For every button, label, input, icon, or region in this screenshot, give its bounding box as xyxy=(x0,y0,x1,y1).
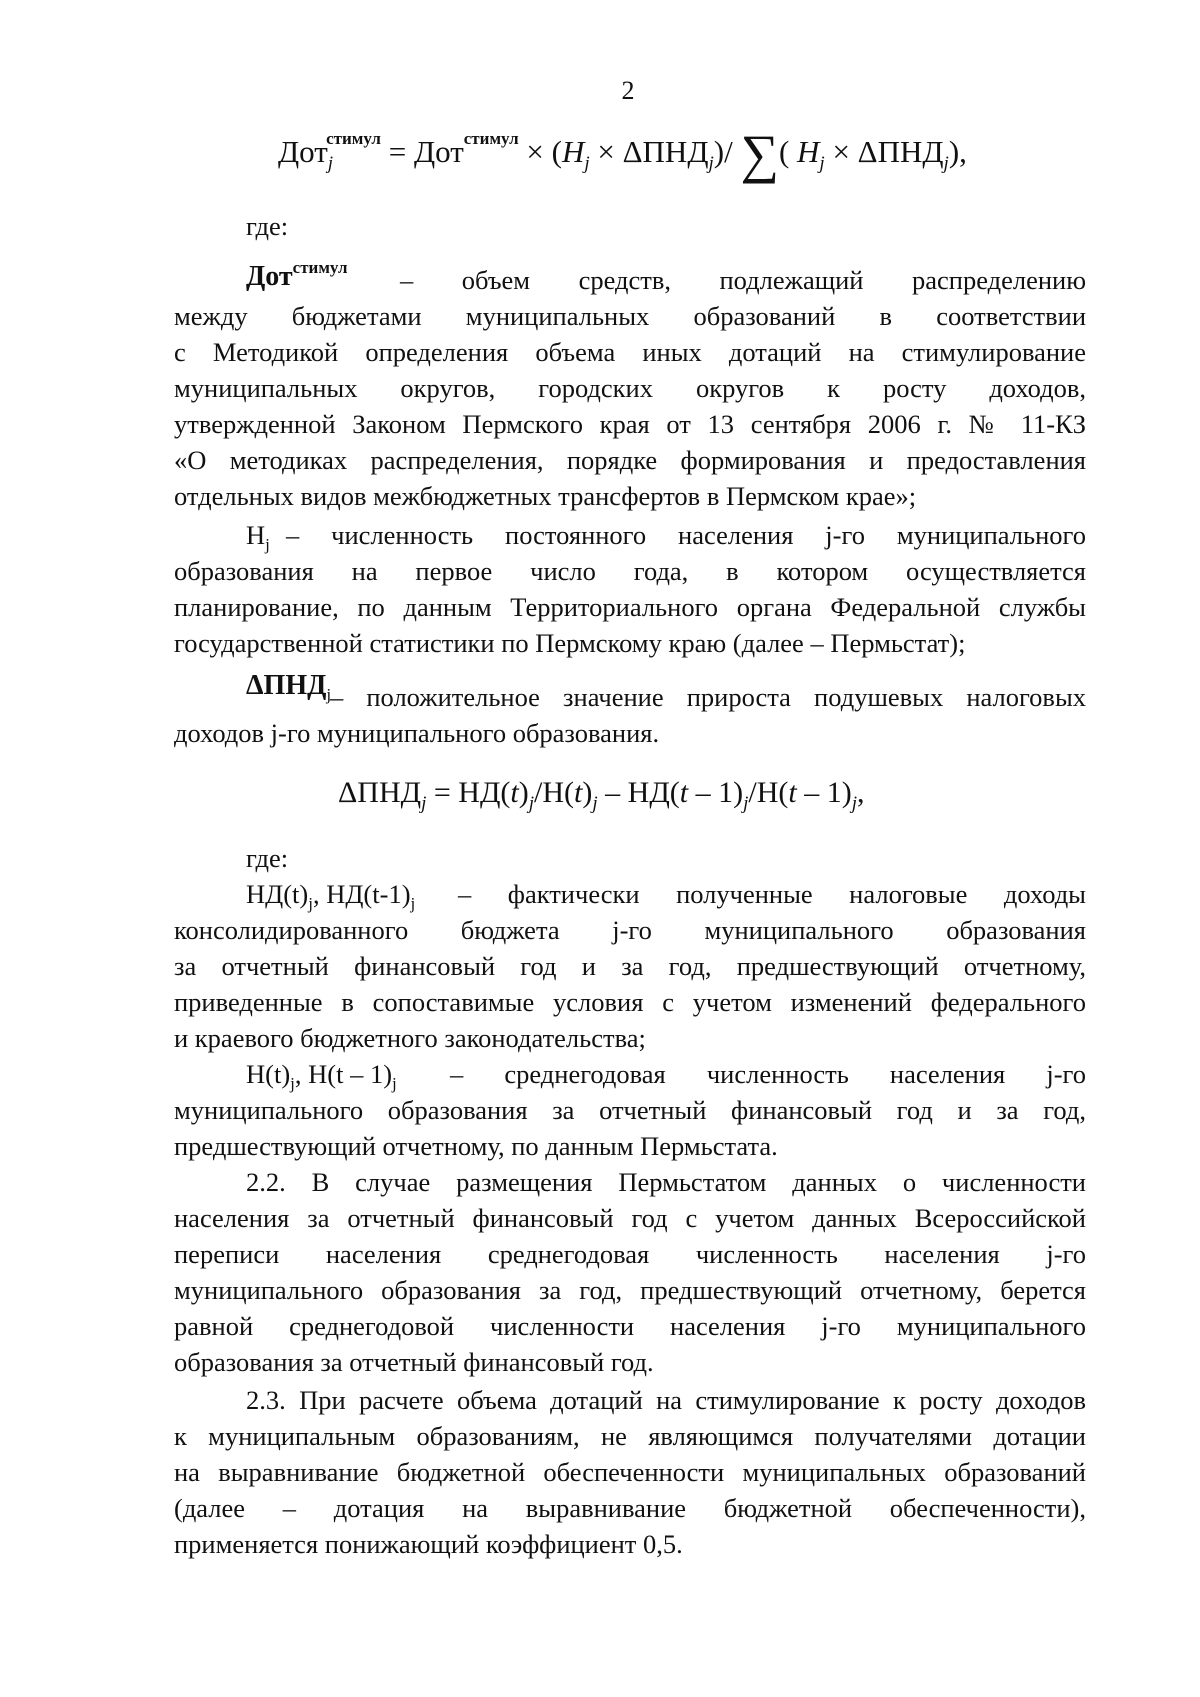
formula-term: = Дот xyxy=(380,134,464,169)
formula-term: – НД( xyxy=(597,776,680,809)
symbol-superscript: стимул xyxy=(292,258,348,277)
formula-subscript: j xyxy=(584,153,590,174)
text-line: к муниципальным образованиям, не являющимся получателями дотации xyxy=(174,1421,1086,1451)
symbol-subscript: j xyxy=(392,1074,397,1093)
formula-term: t xyxy=(510,776,519,809)
formula-term: Дот xyxy=(278,134,328,169)
formula-term: ) xyxy=(582,776,593,809)
formula-superscript: стимул xyxy=(463,129,519,148)
formula-term: – 1) xyxy=(688,776,744,809)
text-line: муниципального образования за год, предшествующий отчетному, берется xyxy=(174,1275,1086,1305)
formula-subscript: j xyxy=(819,153,825,174)
symbol-dpnd: ΔПНД xyxy=(246,670,327,701)
sum-symbol: ∑ xyxy=(740,124,779,184)
formula-term: H xyxy=(561,134,585,169)
formula-subscript: j xyxy=(592,793,598,814)
formula-term: ), xyxy=(948,134,967,169)
formula-term: ) xyxy=(518,776,529,809)
formula-subscript: j xyxy=(743,793,749,814)
text-line: – положительное значение прироста подушевых налоговых xyxy=(330,682,1086,712)
symbol-subscript: j xyxy=(326,685,332,704)
where-label: где: xyxy=(246,211,289,241)
text-line: муниципальных округов, городских округов к росту доходов, xyxy=(174,373,1086,403)
text-line: государственной статистики по Пермскому краю (далее – Пермьстат); xyxy=(174,628,966,658)
text-line: отдельных видов межбюджетных трансфертов в Пермском крае»; xyxy=(174,481,917,511)
text-line: консолидированного бюджета j-го муниципального образования xyxy=(174,915,1086,945)
where-label: где: xyxy=(246,843,289,873)
symbol-subscript: j xyxy=(290,1074,295,1093)
text-line: с Методикой определения объема иных дотаций на стимулирование xyxy=(174,337,1086,367)
formula-subscript: j xyxy=(327,153,334,174)
text-line: доходов j-го муниципального образования. xyxy=(174,718,660,748)
text-line: (далее – дотация на выравнивание бюджетной обеспеченности), xyxy=(174,1493,1086,1523)
text-line: 2.3. При расчете объема дотаций на стимулирование к росту доходов xyxy=(246,1385,1086,1415)
symbol-dot: Дот xyxy=(246,261,293,292)
formula-subscript: j xyxy=(943,153,949,174)
formula-term: ΔПНД xyxy=(338,776,422,809)
formula-term: /Н( xyxy=(534,776,575,809)
formula-term: × ΔПНД xyxy=(824,134,944,169)
text-line: равной среднегодовой численности населения j-го муниципального xyxy=(174,1311,1086,1341)
symbol-subscript: j xyxy=(308,894,313,913)
formula-term: × ( xyxy=(518,134,562,169)
formula-term: /Н( xyxy=(748,776,789,809)
text-line: – среднегодовая численность населения j-го xyxy=(450,1059,1086,1089)
formula-subscript: j xyxy=(528,793,535,814)
formula-subscript: j xyxy=(851,793,858,814)
symbol-nd-t-1: , НД(t-1) xyxy=(312,879,411,909)
formula-subscript: j xyxy=(708,153,714,174)
symbol-h: Н xyxy=(246,520,266,550)
formula-term: t xyxy=(788,776,797,809)
text-line: – фактически полученные налоговые доходы xyxy=(458,879,1086,909)
formula-superscript: стимул xyxy=(326,129,381,148)
text-line: населения за отчетный финансовый год с учетом данных Всероссийской xyxy=(174,1203,1086,1233)
formula-term: H xyxy=(797,134,820,169)
formula-term: = НД( xyxy=(426,776,511,809)
formula-dotation-distribution xyxy=(278,124,967,184)
text-line: за отчетный финансовый год и за год, предшествующий отчетному, xyxy=(174,951,1086,981)
text-line: переписи населения среднегодовая численность населения j-го xyxy=(174,1239,1086,1269)
text-line: образования на первое число года, в котором осуществляется xyxy=(174,556,1086,586)
text-line: планирование, по данным Территориального органа Федеральной службы xyxy=(174,592,1086,622)
formula-subscript: j xyxy=(421,793,427,814)
text-line: на выравнивание бюджетной обеспеченности муниципальных образований xyxy=(174,1457,1086,1487)
text-line: утвержденной Законом Пермского края от 13 сентября 2006 г. № 11-КЗ xyxy=(174,409,1086,439)
text-line: «О методиках распределения, порядке формирования и предоставления xyxy=(174,445,1086,475)
text-line: приведенные в сопоставимые условия с учетом изменений федерального xyxy=(174,987,1086,1017)
symbol-n-t: Н(t) xyxy=(246,1059,291,1089)
symbol-subscript: j xyxy=(410,894,416,913)
formula-dpnd xyxy=(338,778,865,813)
formula-term: )/ xyxy=(713,134,741,169)
formula-term: × ΔПНД xyxy=(589,134,709,169)
text-line: муниципального образования за отчетный финансовый год и за год, xyxy=(174,1095,1086,1125)
text-line: 2.2. В случае размещения Пермьстатом данных о численности xyxy=(246,1167,1086,1197)
text-line: и краевого бюджетного законодательства; xyxy=(174,1023,646,1053)
page-number: 2 xyxy=(621,76,635,105)
text-line: применяется понижающий коэффициент 0,5. xyxy=(174,1529,683,1559)
text-line: между бюджетами муниципальных образований в соответствии xyxy=(174,301,1086,331)
symbol-n-t-1: , Н(t – 1) xyxy=(294,1059,393,1089)
text-line: предшествующий отчетному, по данным Пермьстата. xyxy=(174,1131,778,1161)
text-line: – численность постоянного населения j-го муниципального xyxy=(286,520,1086,550)
formula-term: ( xyxy=(778,134,798,169)
text-line: – объем средств, подлежащий распределению xyxy=(400,265,1086,295)
formula-term: – 1) xyxy=(796,776,852,809)
formula-term: , xyxy=(857,776,865,809)
symbol-nd-t: НД(t) xyxy=(246,879,309,909)
text-line: образования за отчетный финансовый год. xyxy=(174,1347,654,1377)
symbol-subscript: j xyxy=(265,535,270,554)
formula-term: t xyxy=(574,776,583,809)
formula-term: t xyxy=(679,776,689,809)
